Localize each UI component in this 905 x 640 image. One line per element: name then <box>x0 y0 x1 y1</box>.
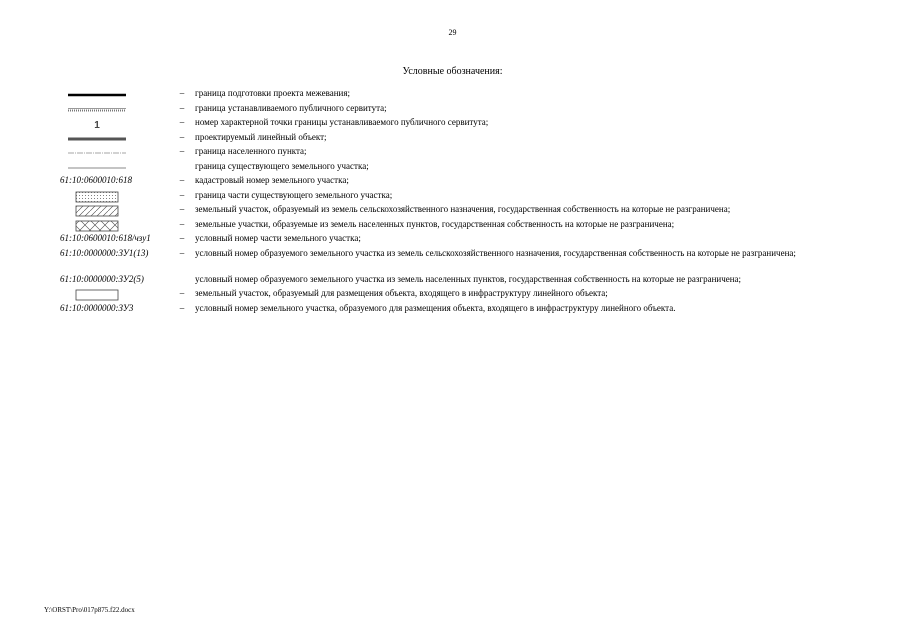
page-number: 29 <box>448 28 457 37</box>
legend-row <box>0 274 905 289</box>
legend-row <box>0 303 905 318</box>
legend-description: кадастровый номер земельного участка; <box>195 175 349 185</box>
legend-row <box>0 175 905 190</box>
legend-description: граница существующего земельного участка; <box>195 160 369 171</box>
diagonal-hatch-box-icon <box>60 205 140 217</box>
plot-number-sample: 61:10:0000000:ЗУ2(5) <box>60 273 144 284</box>
legend-description: земельные участки, образуемые из земель населенных пунктов, государственная собственность на которые не разграничена; <box>195 218 675 229</box>
plot-number-sample: 61:10:0000000:ЗУ1(13) <box>60 247 149 258</box>
thick-black-line-icon <box>60 89 140 101</box>
legend-description: номер характерной точки границы устанавливаемого публичного сервитута; <box>195 117 489 127</box>
legend-title: Условные обозначения: <box>402 66 503 77</box>
legend-row <box>0 204 905 219</box>
legend-description: граница устанавливаемого публичного сервитута; <box>195 102 387 113</box>
legend-row <box>0 190 905 205</box>
legend-dash: – <box>179 88 185 98</box>
legend-description: условный номер части земельного участка; <box>195 233 361 243</box>
legend-row <box>0 288 905 303</box>
legend-dash: – <box>179 302 185 313</box>
legend-dash: – <box>179 204 185 214</box>
legend-description: граница подготовки проекта межевания; <box>195 88 351 98</box>
legend-row <box>0 132 905 147</box>
file-path-footer: Y:\ORST\Pro\017p875.f22.docx <box>44 606 135 614</box>
thin-dotted-line-icon <box>60 147 140 159</box>
legend-description: условный номер образуемого земельного участка из земель сельскохозяйственного назначения, государственная собственность на которые не разграничена; <box>195 247 796 258</box>
cross-hatch-box-icon <box>60 220 140 232</box>
legend-row <box>0 88 905 103</box>
legend-dash: – <box>179 233 185 243</box>
thin-gray-line-icon <box>60 162 140 174</box>
legend-row <box>0 161 905 176</box>
legend-row <box>0 103 905 118</box>
legend-dash: – <box>179 288 185 298</box>
dotted-double-line-icon <box>60 104 140 116</box>
dotted-fill-box-icon <box>60 191 140 203</box>
legend-dash: – <box>179 218 185 229</box>
point-number-symbol <box>60 118 140 130</box>
legend-description: проектируемый линейный объект; <box>195 131 327 142</box>
legend-description: земельный участок, образуемый из земель сельскохозяйственного назначения, государственная собственность на которые не разграничена; <box>195 204 731 214</box>
legend-dash: – <box>179 131 185 142</box>
part-number-sample: 61:10:0600010:618/чзу1 <box>60 233 151 243</box>
legend-dash: – <box>179 102 185 113</box>
legend-dash: – <box>179 247 185 258</box>
legend-dash: – <box>179 146 185 156</box>
legend-row <box>0 248 905 274</box>
plot-number-sample: 61:10:0000000:ЗУ3 <box>60 302 134 313</box>
point-number-label: 1 <box>94 120 100 130</box>
legend-dash: – <box>179 175 185 185</box>
legend-description: условный номер земельного участка, образуемого для размещения объекта, входящего в инфраструктуру линейного объекта. <box>195 302 676 313</box>
legend-description: земельный участок, образуемый для размещения объекта, входящего в инфраструктуру линейного объекта; <box>195 288 608 298</box>
legend-dash: – <box>179 117 185 127</box>
legend-row <box>0 233 905 248</box>
dark-gray-line-icon <box>60 133 140 145</box>
cadastral-number-sample: 61:10:0600010:618 <box>60 175 132 185</box>
legend-description: граница части существующего земельного участка; <box>195 189 393 200</box>
legend-description: условный номер образуемого земельного участка из земель населенных пунктов, государственная собственность на которые не разграничена; <box>195 273 742 284</box>
legend-row <box>0 117 905 132</box>
legend-dash: – <box>179 189 185 200</box>
legend-description: граница населенного пункта; <box>195 146 307 156</box>
legend-row <box>0 146 905 161</box>
legend <box>0 88 905 317</box>
empty-box-icon <box>60 289 140 301</box>
legend-row <box>0 219 905 234</box>
